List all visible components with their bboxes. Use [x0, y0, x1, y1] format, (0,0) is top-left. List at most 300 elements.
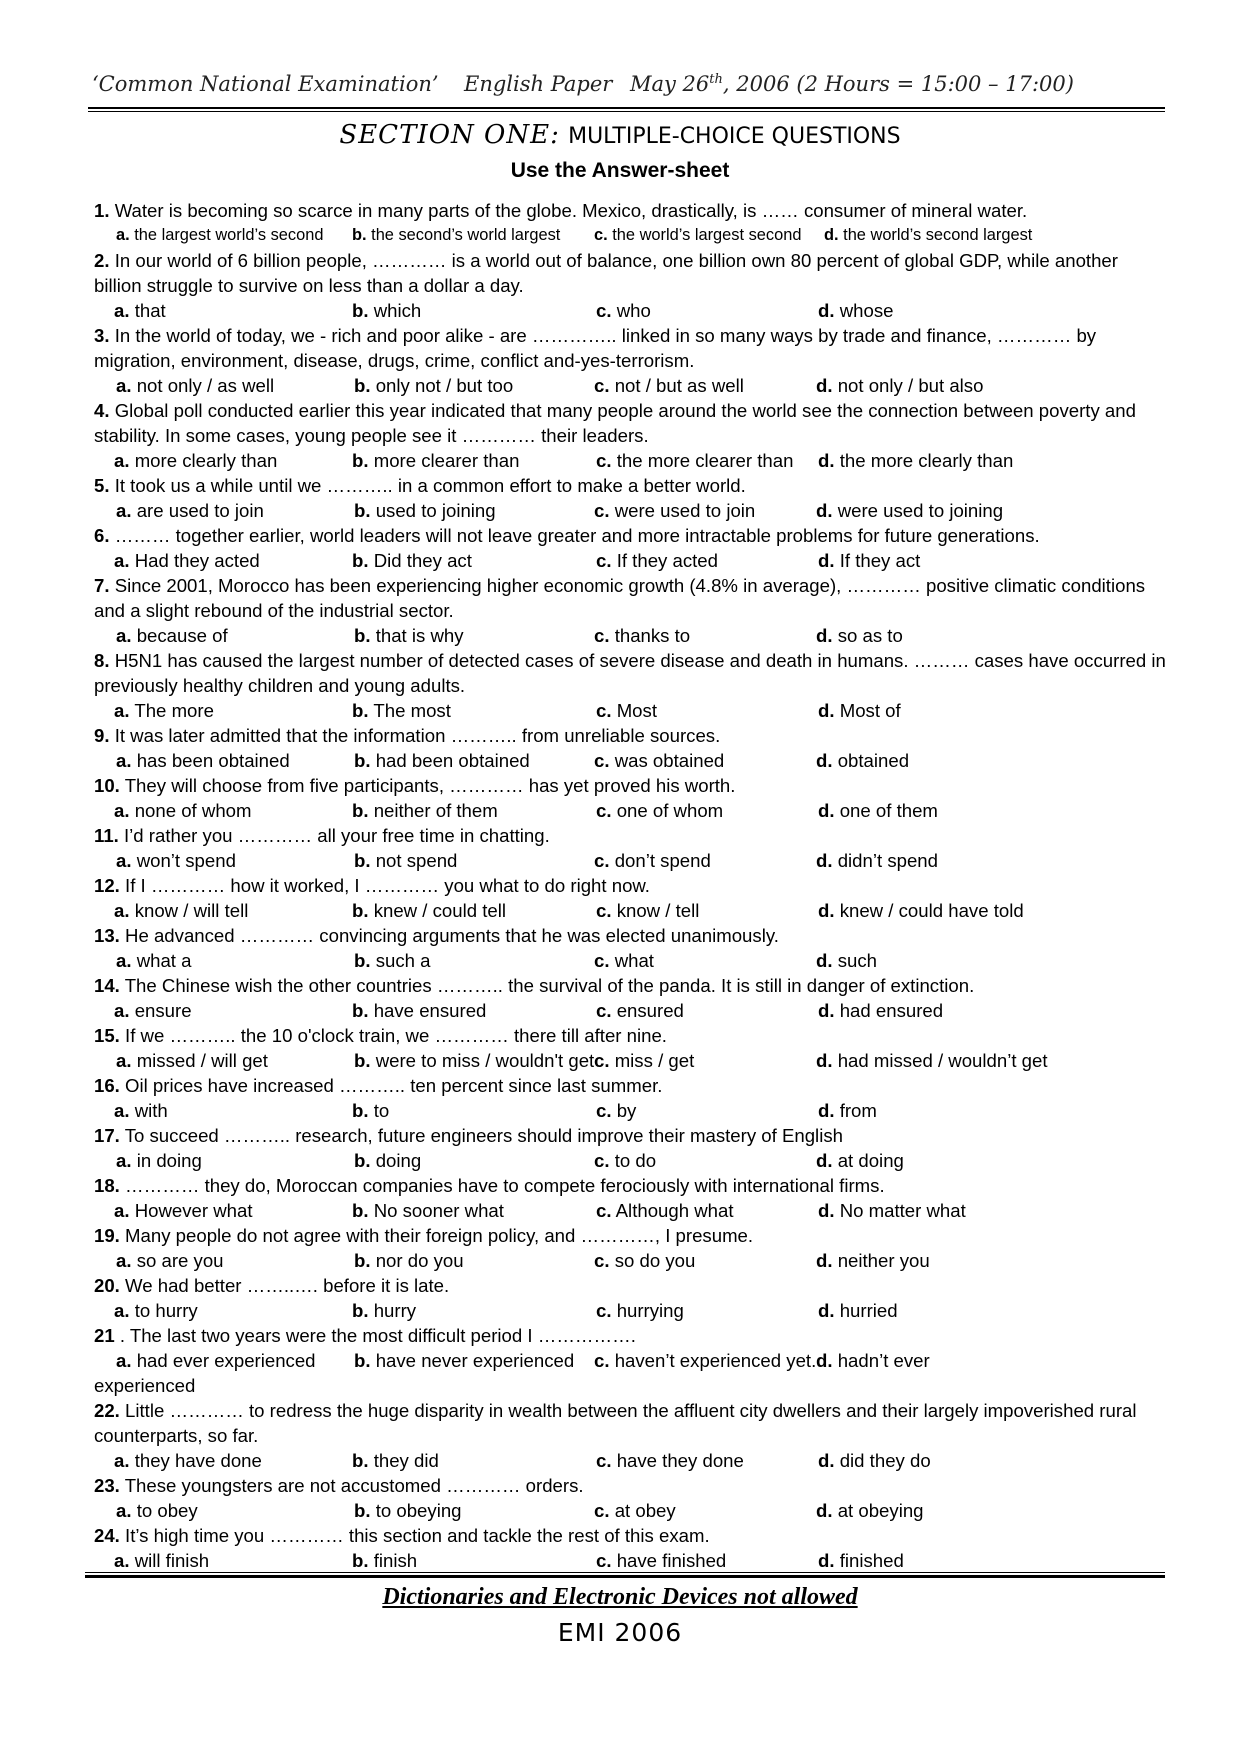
- question-number: 13.: [94, 925, 120, 946]
- answer-options: [94, 748, 1166, 773]
- option-b: [352, 1298, 416, 1323]
- option-c: [594, 223, 801, 248]
- option-a: [116, 623, 228, 648]
- option-text: will finish: [134, 1550, 210, 1571]
- answer-options: [94, 298, 1166, 323]
- option-d: [818, 798, 938, 823]
- option-b: [352, 798, 498, 823]
- option-text: don’t spend: [614, 850, 711, 871]
- option-letter: c.: [594, 500, 610, 521]
- option-b: [354, 748, 530, 773]
- option-c: [596, 298, 651, 323]
- question-stem: [94, 1073, 1166, 1098]
- question-16: [94, 1073, 1166, 1123]
- option-c: [596, 898, 699, 923]
- option-letter: a.: [114, 1550, 130, 1571]
- answer-options: [94, 1048, 1166, 1073]
- question-number: 10.: [94, 775, 120, 796]
- option-letter: a.: [116, 1500, 132, 1521]
- question-text: He advanced ………… convincing arguments that he was elected unanimously.: [125, 925, 779, 946]
- option-b: [352, 1548, 417, 1573]
- option-text: at obey: [614, 1500, 676, 1521]
- question-5: [94, 473, 1166, 523]
- option-letter: c.: [594, 950, 610, 971]
- option-c: [594, 373, 744, 398]
- option-letter: a.: [116, 1250, 132, 1271]
- option-letter: c.: [594, 1050, 610, 1071]
- exam-name: ‘Common National Examination’: [92, 72, 439, 96]
- option-text: from: [839, 1100, 877, 1121]
- question-12: [94, 873, 1166, 923]
- option-text: was obtained: [614, 750, 725, 771]
- question-11: [94, 823, 1166, 873]
- question-text: It’s high time you ………… this section and tackle the rest of this exam.: [125, 1525, 710, 1546]
- option-text: obtained: [837, 750, 910, 771]
- question-stem: [94, 823, 1166, 848]
- option-a: [114, 998, 192, 1023]
- option-letter: a.: [116, 500, 132, 521]
- option-letter: b.: [352, 450, 369, 471]
- section-subtitle: Use the Answer-sheet: [510, 159, 730, 182]
- option-text: which: [373, 300, 422, 321]
- option-d: [816, 498, 1003, 523]
- question-20: [94, 1273, 1166, 1323]
- option-d: [824, 223, 1032, 248]
- question-text: . The last two years were the most difficult period I …………….: [119, 1325, 636, 1346]
- option-b: [352, 1198, 504, 1223]
- option-letter: a.: [114, 800, 130, 821]
- option-letter: a.: [116, 850, 132, 871]
- option-text: at obeying: [837, 1500, 924, 1521]
- option-b: [352, 998, 486, 1023]
- option-c: [596, 1198, 734, 1223]
- option-letter: a.: [116, 750, 132, 771]
- question-number: 23.: [94, 1475, 120, 1496]
- question-stem: [94, 1473, 1166, 1498]
- option-d: [816, 1348, 930, 1373]
- option-letter: c.: [594, 850, 610, 871]
- option-text: Had they acted: [134, 550, 260, 571]
- option-text: hurrying: [616, 1300, 684, 1321]
- option-text: such a: [375, 950, 431, 971]
- option-text: The most: [373, 700, 451, 721]
- option-a: [114, 1098, 168, 1123]
- option-letter: c.: [594, 750, 610, 771]
- question-text: H5N1 has caused the largest number of detected cases of severe disease and death in humans. ……… cases have occurred in previously healthy children and young adults.: [94, 650, 1166, 696]
- option-text: used to joining: [375, 500, 496, 521]
- question-stem: [94, 723, 1166, 748]
- option-letter: b.: [354, 625, 371, 646]
- question-number: 19.: [94, 1225, 120, 1246]
- question-stem: [94, 1523, 1166, 1548]
- option-d: [818, 298, 893, 323]
- option-text: that is why: [375, 625, 464, 646]
- option-letter: d.: [816, 1250, 833, 1271]
- option-a: [116, 848, 236, 873]
- question-15: [94, 1023, 1166, 1073]
- option-c: [596, 1548, 726, 1573]
- question-19: [94, 1223, 1166, 1273]
- question-text: Little ………… to redress the huge disparity in wealth between the affluent city dwellers and their largely impoverished rural counterparts, so far.: [94, 1400, 1137, 1446]
- option-letter: a.: [116, 1150, 132, 1171]
- option-letter: a.: [114, 1200, 130, 1221]
- header-rule-thin: [88, 111, 1165, 112]
- option-text: what: [614, 950, 654, 971]
- question-8: [94, 648, 1166, 723]
- option-a: [114, 898, 248, 923]
- option-text: one of whom: [616, 800, 724, 821]
- option-text: hurry: [373, 1300, 417, 1321]
- option-text: Most: [616, 700, 657, 721]
- option-letter: b.: [354, 850, 371, 871]
- question-text: In our world of 6 billion people, ………… is a world out of balance, one billion own 80 percent of global GDP, while another billion struggle to survive on less than a dollar a day.: [94, 250, 1118, 296]
- option-letter: c.: [596, 1100, 612, 1121]
- question-stem: [94, 1223, 1166, 1248]
- option-letter: c.: [594, 1350, 610, 1371]
- option-text: not only / as well: [136, 375, 275, 396]
- answer-options: [94, 623, 1166, 648]
- answer-options: [94, 1148, 1166, 1173]
- option-text: Most of: [839, 700, 901, 721]
- option-text: in doing: [136, 1150, 202, 1171]
- option-text: one of them: [839, 800, 938, 821]
- option-c: [594, 1148, 656, 1173]
- option-letter: d.: [818, 1000, 835, 1021]
- option-letter: a.: [116, 1050, 132, 1071]
- option-letter: d.: [816, 500, 833, 521]
- option-text: have ensured: [373, 1000, 487, 1021]
- option-text: nor do you: [375, 1250, 464, 1271]
- option-a: [116, 1048, 268, 1073]
- option-c: [594, 948, 654, 973]
- question-2: [94, 248, 1166, 323]
- option-a: [116, 748, 290, 773]
- option-d: [816, 1148, 904, 1173]
- question-stem: [94, 873, 1166, 898]
- option-letter: d.: [816, 750, 833, 771]
- option-letter: b.: [352, 800, 369, 821]
- question-4: [94, 398, 1166, 473]
- option-letter: d.: [818, 1200, 835, 1221]
- option-text: the largest world’s second: [134, 226, 324, 244]
- option-letter: d.: [818, 550, 835, 571]
- option-text: knew / could have told: [839, 900, 1024, 921]
- question-text: Many people do not agree with their foreign policy, and …………, I presume.: [125, 1225, 754, 1246]
- question-number: 12.: [94, 875, 120, 896]
- section-title-lead: SECTION ONE:: [339, 120, 560, 150]
- question-10: [94, 773, 1166, 823]
- answer-options: [94, 1298, 1166, 1323]
- option-text: won’t spend: [136, 850, 236, 871]
- footer-rule: [85, 1575, 1165, 1578]
- option-text: If they acted: [616, 550, 718, 571]
- option-c: [594, 498, 755, 523]
- option-text: at doing: [837, 1150, 904, 1171]
- option-letter: c.: [596, 800, 612, 821]
- question-22: [94, 1398, 1166, 1473]
- option-b: [354, 1248, 464, 1273]
- option-text: because of: [136, 625, 228, 646]
- option-c: [594, 848, 711, 873]
- option-text: the world’s largest second: [612, 226, 802, 244]
- question-stem: [94, 773, 1166, 798]
- option-text: by: [616, 1100, 637, 1121]
- option-letter: b.: [352, 226, 367, 244]
- question-23: [94, 1473, 1166, 1523]
- option-d: [818, 998, 943, 1023]
- option-b: [352, 298, 421, 323]
- option-b: [352, 898, 506, 923]
- option-d: [818, 1548, 904, 1573]
- option-text: not spend: [375, 850, 458, 871]
- option-b: [354, 498, 496, 523]
- question-17: [94, 1123, 1166, 1173]
- option-text: more clearly than: [134, 450, 278, 471]
- question-stem: [94, 1123, 1166, 1148]
- question-stem: [94, 323, 1166, 373]
- option-letter: d.: [816, 1350, 833, 1371]
- option-letter: a.: [114, 1000, 130, 1021]
- option-text: such: [837, 950, 877, 971]
- option-text: more clearer than: [373, 450, 520, 471]
- option-continuation: experienced: [94, 1375, 196, 1396]
- option-d: [818, 898, 1024, 923]
- option-text: ensure: [134, 1000, 192, 1021]
- option-b: [354, 1498, 462, 1523]
- option-text: the more clearly than: [839, 450, 1014, 471]
- question-3: [94, 323, 1166, 398]
- question-21: [94, 1323, 1166, 1398]
- option-a: [116, 1498, 198, 1523]
- option-d: [816, 1048, 1048, 1073]
- option-text: not only / but also: [837, 375, 984, 396]
- question-text: ………… they do, Moroccan companies have to compete ferociously with international firms.: [125, 1175, 885, 1196]
- answer-options: [94, 498, 1166, 523]
- option-letter: d.: [816, 375, 833, 396]
- option-text: so as to: [837, 625, 903, 646]
- question-text: Water is becoming so scarce in many parts of the globe. Mexico, drastically, is …… consumer of mineral water.: [114, 200, 1028, 221]
- question-stem: [94, 573, 1166, 623]
- answer-options: [94, 948, 1166, 973]
- option-c: [596, 798, 723, 823]
- option-letter: d.: [818, 800, 835, 821]
- option-letter: b.: [354, 1150, 371, 1171]
- option-d: [818, 1448, 931, 1473]
- option-text: If they act: [839, 550, 921, 571]
- option-d: [818, 1198, 966, 1223]
- option-c: [596, 548, 718, 573]
- question-number: 14.: [94, 975, 120, 996]
- option-b: [352, 1448, 439, 1473]
- option-letter: b.: [354, 1050, 371, 1071]
- option-a: [114, 1448, 262, 1473]
- option-c: [596, 1098, 636, 1123]
- answer-options: [94, 798, 1166, 823]
- option-letter: d.: [816, 1150, 833, 1171]
- option-text: know / will tell: [134, 900, 249, 921]
- option-letter: c.: [596, 1550, 612, 1571]
- option-b: [354, 373, 513, 398]
- option-c: [594, 1248, 695, 1273]
- option-text: No sooner what: [373, 1200, 504, 1221]
- option-letter: a.: [116, 1350, 132, 1371]
- option-text: hadn’t ever: [837, 1350, 930, 1371]
- question-text: To succeed ……….. research, future engineers should improve their mastery of English: [124, 1125, 843, 1146]
- option-a: [114, 1198, 253, 1223]
- option-letter: b.: [352, 1300, 369, 1321]
- question-stem: [94, 1273, 1166, 1298]
- question-24: [94, 1523, 1166, 1573]
- question-text: Oil prices have increased ……….. ten percent since last summer.: [125, 1075, 663, 1096]
- option-letter: b.: [354, 375, 371, 396]
- option-text: finished: [839, 1550, 904, 1571]
- option-c: [596, 1298, 684, 1323]
- option-letter: a.: [114, 1300, 130, 1321]
- option-letter: b.: [352, 1550, 369, 1571]
- option-text: to do: [614, 1150, 657, 1171]
- option-letter: c.: [596, 900, 612, 921]
- option-letter: a.: [114, 550, 130, 571]
- option-text: whose: [839, 300, 894, 321]
- option-a: [116, 1248, 224, 1273]
- option-letter: b.: [354, 1500, 371, 1521]
- option-b: [354, 1148, 421, 1173]
- question-text: We had better ……..…. before it is late.: [125, 1275, 450, 1296]
- option-a: [114, 1548, 209, 1573]
- option-text: has been obtained: [136, 750, 290, 771]
- option-text: hurried: [839, 1300, 898, 1321]
- option-letter: d.: [818, 1450, 835, 1471]
- option-text: were used to join: [614, 500, 756, 521]
- footer-note: Dictionaries and Electronic Devices not allowed: [382, 1584, 858, 1610]
- option-letter: c.: [594, 1500, 610, 1521]
- option-text: However what: [134, 1200, 253, 1221]
- question-number: 4.: [94, 400, 110, 421]
- option-d: [818, 1298, 898, 1323]
- option-a: [114, 1298, 198, 1323]
- option-text: thanks to: [614, 625, 691, 646]
- option-letter: a.: [114, 1450, 130, 1471]
- option-text: none of whom: [134, 800, 252, 821]
- option-b: [354, 848, 457, 873]
- option-b: [352, 223, 560, 248]
- question-number: 21: [94, 1325, 115, 1346]
- option-letter: b.: [352, 300, 369, 321]
- option-a: [114, 798, 252, 823]
- option-letter: c.: [596, 450, 612, 471]
- option-letter: b.: [354, 500, 371, 521]
- option-b: [352, 1098, 389, 1123]
- option-letter: c.: [596, 1000, 612, 1021]
- option-text: not / but as well: [614, 375, 744, 396]
- option-d: [816, 848, 938, 873]
- option-letter: a.: [114, 300, 130, 321]
- option-text: to obey: [136, 1500, 198, 1521]
- question-7: [94, 573, 1166, 648]
- option-text: ensured: [616, 1000, 684, 1021]
- option-letter: a.: [114, 900, 130, 921]
- question-number: 1.: [94, 200, 110, 221]
- question-9: [94, 723, 1166, 773]
- option-d: [816, 373, 983, 398]
- option-text: were used to joining: [837, 500, 1004, 521]
- option-text: that: [134, 300, 166, 321]
- option-d: [816, 623, 903, 648]
- option-letter: b.: [352, 1450, 369, 1471]
- option-text: The more: [134, 700, 214, 721]
- question-stem: [94, 473, 1166, 498]
- option-a: [116, 1148, 202, 1173]
- question-number: 24.: [94, 1525, 120, 1546]
- option-text: they did: [373, 1450, 439, 1471]
- option-d: [816, 948, 877, 973]
- question-stem: [94, 1323, 1166, 1348]
- option-text: No matter what: [839, 1200, 966, 1221]
- answer-options: [94, 998, 1166, 1023]
- option-text: what a: [136, 950, 192, 971]
- question-number: 15.: [94, 1025, 120, 1046]
- answer-options: [94, 1098, 1166, 1123]
- question-number: 20.: [94, 1275, 120, 1296]
- question-stem: [94, 973, 1166, 998]
- option-letter: c.: [596, 1450, 612, 1471]
- option-text: to: [373, 1100, 390, 1121]
- option-letter: b.: [354, 1350, 371, 1371]
- question-number: 8.: [94, 650, 110, 671]
- question-6: [94, 523, 1166, 573]
- option-letter: c.: [596, 300, 612, 321]
- option-b: [354, 623, 464, 648]
- section-title: [0, 120, 1240, 150]
- option-text: so do you: [614, 1250, 696, 1271]
- option-letter: b.: [352, 1000, 369, 1021]
- option-text: had missed / wouldn’t get: [837, 1050, 1048, 1071]
- option-letter: d.: [818, 450, 835, 471]
- question-text: Since 2001, Morocco has been experiencing higher economic growth (4.8% in average), ………… positive climatic conditions and a slight rebound of the industrial sector.: [94, 575, 1146, 621]
- option-letter: c.: [594, 226, 608, 244]
- answer-options: [94, 898, 1166, 923]
- option-text: missed / will get: [136, 1050, 268, 1071]
- answer-options: [94, 1348, 1166, 1373]
- answer-options: [94, 448, 1166, 473]
- question-text: They will choose from five participants, ………… has yet proved his worth.: [124, 775, 736, 796]
- answer-options: [94, 1198, 1166, 1223]
- question-text: The Chinese wish the other countries ……….. the survival of the panda. It is still in danger of extinction.: [124, 975, 975, 996]
- option-c: [594, 623, 690, 648]
- question-number: 2.: [94, 250, 110, 271]
- question-18: [94, 1173, 1166, 1223]
- question-stem: [94, 523, 1166, 548]
- option-text: neither of them: [373, 800, 498, 821]
- option-text: to hurry: [134, 1300, 198, 1321]
- option-text: have finished: [616, 1550, 727, 1571]
- option-d: [818, 698, 901, 723]
- option-letter: d.: [818, 900, 835, 921]
- option-letter: c.: [594, 375, 610, 396]
- option-letter: a.: [114, 450, 130, 471]
- option-text: the world’s second largest: [843, 226, 1033, 244]
- question-stem: [94, 198, 1166, 223]
- option-d: [816, 748, 909, 773]
- page-header: [92, 72, 1164, 106]
- option-letter: a.: [116, 950, 132, 971]
- option-text: were to miss / wouldn't get: [375, 1050, 595, 1071]
- option-letter: a.: [116, 226, 130, 244]
- option-letter: c.: [594, 625, 610, 646]
- option-letter: b.: [352, 900, 369, 921]
- option-letter: a.: [116, 625, 132, 646]
- option-letter: c.: [596, 1300, 612, 1321]
